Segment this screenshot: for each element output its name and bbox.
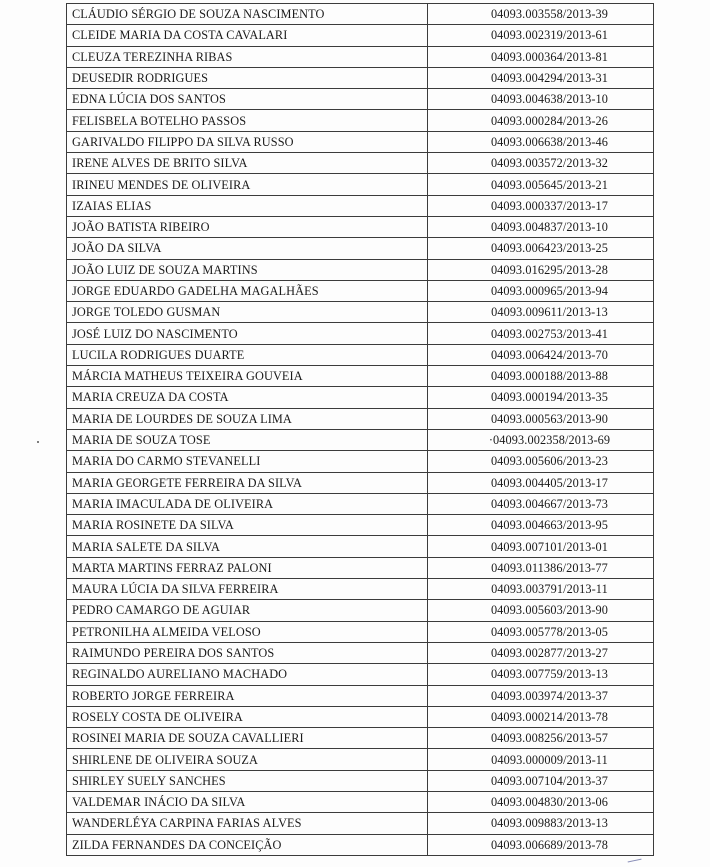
person-name-cell: MARIA ROSINETE DA SILVA	[67, 515, 428, 536]
table-row	[67, 131, 654, 152]
table-row	[67, 515, 654, 536]
person-name-cell: MARIA IMACULADA DE OLIVEIRA	[67, 493, 428, 514]
table-body	[67, 4, 654, 856]
process-number-cell: 04093.002877/2013-27	[428, 642, 654, 663]
person-name-cell: EDNA LÚCIA DOS SANTOS	[67, 89, 428, 110]
table-row	[67, 791, 654, 812]
table-row	[67, 195, 654, 216]
person-name-cell: JOÃO DA SILVA	[67, 238, 428, 259]
table-row	[67, 749, 654, 770]
person-name-cell: JORGE EDUARDO GADELHA MAGALHÃES	[67, 280, 428, 301]
table-row	[67, 579, 654, 600]
person-name-cell: MARIA DE LOURDES DE SOUZA LIMA	[67, 408, 428, 429]
process-number-cell: 04093.006638/2013-46	[428, 131, 654, 152]
person-name-cell: GARIVALDO FILIPPO DA SILVA RUSSO	[67, 131, 428, 152]
beneficiary-table	[66, 3, 654, 856]
table-row	[67, 89, 654, 110]
process-number-cell: 04093.011386/2013-77	[428, 557, 654, 578]
table-row	[67, 408, 654, 429]
person-name-cell: ROSELY COSTA DE OLIVEIRA	[67, 706, 428, 727]
table-row	[67, 706, 654, 727]
process-number-cell: 04093.003974/2013-37	[428, 685, 654, 706]
person-name-cell: SHIRLEY SUELY SANCHES	[67, 770, 428, 791]
process-number-cell: 04093.000194/2013-35	[428, 387, 654, 408]
process-number-cell: 04093.000364/2013-81	[428, 46, 654, 67]
person-name-cell: JOÃO LUIZ DE SOUZA MARTINS	[67, 259, 428, 280]
table-row	[67, 770, 654, 791]
table-row	[67, 110, 654, 131]
person-name-cell: FELISBELA BOTELHO PASSOS	[67, 110, 428, 131]
person-name-cell: MÁRCIA MATHEUS TEIXEIRA GOUVEIA	[67, 366, 428, 387]
person-name-cell: JOSÉ LUIZ DO NASCIMENTO	[67, 323, 428, 344]
process-number-cell: 04093.000337/2013-17	[428, 195, 654, 216]
table-row	[67, 557, 654, 578]
table-row	[67, 67, 654, 88]
table-row	[67, 664, 654, 685]
process-number-cell: 04093.002753/2013-41	[428, 323, 654, 344]
process-number-cell: ·04093.002358/2013-69	[428, 429, 654, 450]
person-name-cell: MARIA GEORGETE FERREIRA DA SILVA	[67, 472, 428, 493]
person-name-cell: WANDERLÉYA CARPINA FARIAS ALVES	[67, 813, 428, 834]
person-name-cell: IZAIAS ELIAS	[67, 195, 428, 216]
process-number-cell: 04093.005645/2013-21	[428, 174, 654, 195]
table-row	[67, 366, 654, 387]
process-number-cell: 04093.007104/2013-37	[428, 770, 654, 791]
person-name-cell: CLEIDE MARIA DA COSTA CAVALARI	[67, 25, 428, 46]
process-number-cell: 04093.008256/2013-57	[428, 728, 654, 749]
process-number-cell: 04093.005778/2013-05	[428, 621, 654, 642]
process-number-cell: 04093.004405/2013-17	[428, 472, 654, 493]
person-name-cell: MARIA SALETE DA SILVA	[67, 536, 428, 557]
table-row	[67, 600, 654, 621]
process-number-cell: 04093.007101/2013-01	[428, 536, 654, 557]
table-row	[67, 46, 654, 67]
process-number-cell: 04093.004638/2013-10	[428, 89, 654, 110]
table-row	[67, 429, 654, 450]
person-name-cell: MARIA DE SOUZA TOSE	[67, 429, 428, 450]
table-row	[67, 259, 654, 280]
table-row	[67, 642, 654, 663]
pen-mark	[628, 859, 643, 867]
person-name-cell: VALDEMAR INÁCIO DA SILVA	[67, 791, 428, 812]
table-row	[67, 174, 654, 195]
process-number-cell: 04093.005606/2013-23	[428, 451, 654, 472]
scan-speck	[37, 441, 39, 443]
person-name-cell: REGINALDO AURELIANO MACHADO	[67, 664, 428, 685]
process-number-cell: 04093.007759/2013-13	[428, 664, 654, 685]
person-name-cell: MARTA MARTINS FERRAZ PALONI	[67, 557, 428, 578]
person-name-cell: MARIA CREUZA DA COSTA	[67, 387, 428, 408]
process-number-cell: 04093.003558/2013-39	[428, 4, 654, 25]
table-row	[67, 153, 654, 174]
person-name-cell: MARIA DO CARMO STEVANELLI	[67, 451, 428, 472]
person-name-cell: JOÃO BATISTA RIBEIRO	[67, 216, 428, 237]
process-number-cell: 04093.000965/2013-94	[428, 280, 654, 301]
person-name-cell: PEDRO CAMARGO DE AGUIAR	[67, 600, 428, 621]
table-row	[67, 4, 654, 25]
table-row	[67, 344, 654, 365]
table-row	[67, 493, 654, 514]
person-name-cell: MAURA LÚCIA DA SILVA FERREIRA	[67, 579, 428, 600]
table-row	[67, 813, 654, 834]
process-number-cell: 04093.003791/2013-11	[428, 579, 654, 600]
person-name-cell: CLEUZA TEREZINHA RIBAS	[67, 46, 428, 67]
table-row	[67, 25, 654, 46]
process-number-cell: 04093.003572/2013-32	[428, 153, 654, 174]
process-number-cell: 04093.006424/2013-70	[428, 344, 654, 365]
process-number-cell: 04093.004663/2013-95	[428, 515, 654, 536]
process-number-cell: 04093.000188/2013-88	[428, 366, 654, 387]
process-number-cell: 04093.004837/2013-10	[428, 216, 654, 237]
process-number-cell: 04093.004830/2013-06	[428, 791, 654, 812]
person-name-cell: ZILDA FERNANDES DA CONCEIÇÃO	[67, 834, 428, 855]
table-row	[67, 323, 654, 344]
table-row	[67, 302, 654, 323]
process-number-cell: 04093.000284/2013-26	[428, 110, 654, 131]
person-name-cell: DEUSEDIR RODRIGUES	[67, 67, 428, 88]
process-number-cell: 04093.004294/2013-31	[428, 67, 654, 88]
table-row	[67, 472, 654, 493]
table-row	[67, 280, 654, 301]
process-number-cell: 04093.002319/2013-61	[428, 25, 654, 46]
table-row	[67, 238, 654, 259]
table-row	[67, 621, 654, 642]
person-name-cell: JORGE TOLEDO GUSMAN	[67, 302, 428, 323]
process-number-cell: 04093.009883/2013-13	[428, 813, 654, 834]
process-number-cell: 04093.016295/2013-28	[428, 259, 654, 280]
process-number-cell: 04093.004667/2013-73	[428, 493, 654, 514]
table-row	[67, 536, 654, 557]
process-number-cell: 04093.006689/2013-78	[428, 834, 654, 855]
table-row	[67, 451, 654, 472]
person-name-cell: ROSINEI MARIA DE SOUZA CAVALLIERI	[67, 728, 428, 749]
process-number-cell: 04093.005603/2013-90	[428, 600, 654, 621]
process-number-cell: 04093.006423/2013-25	[428, 238, 654, 259]
person-name-cell: SHIRLENE DE OLIVEIRA SOUZA	[67, 749, 428, 770]
table-row	[67, 728, 654, 749]
process-number-cell: 04093.000563/2013-90	[428, 408, 654, 429]
process-number-cell: 04093.000214/2013-78	[428, 706, 654, 727]
process-number-cell: 04093.000009/2013-11	[428, 749, 654, 770]
table-row	[67, 685, 654, 706]
process-number-cell: 04093.009611/2013-13	[428, 302, 654, 323]
table-row	[67, 834, 654, 855]
person-name-cell: CLÁUDIO SÉRGIO DE SOUZA NASCIMENTO	[67, 4, 428, 25]
person-name-cell: RAIMUNDO PEREIRA DOS SANTOS	[67, 642, 428, 663]
person-name-cell: LUCILA RODRIGUES DUARTE	[67, 344, 428, 365]
person-name-cell: IRENE ALVES DE BRITO SILVA	[67, 153, 428, 174]
person-name-cell: ROBERTO JORGE FERREIRA	[67, 685, 428, 706]
person-name-cell: PETRONILHA ALMEIDA VELOSO	[67, 621, 428, 642]
person-name-cell: IRINEU MENDES DE OLIVEIRA	[67, 174, 428, 195]
table-row	[67, 387, 654, 408]
table-row	[67, 216, 654, 237]
